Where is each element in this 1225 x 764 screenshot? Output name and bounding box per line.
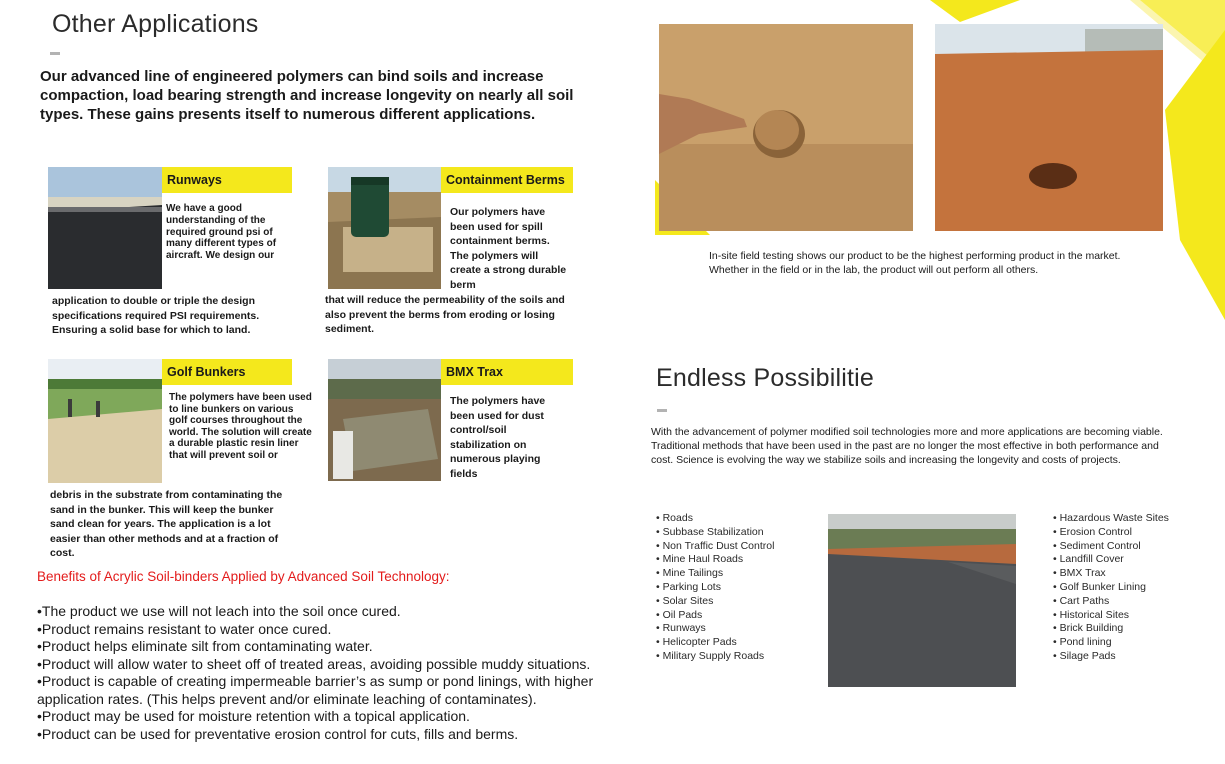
golf-text-side: The polymers have been used to line bunkers on various golf courses throughout the world. The solution will create a durable plastic resin liner that will prevent soil or xyxy=(169,392,312,461)
runways-text-below: application to double or triple the design specifications required PSI requirements. Ensuring a solid base for which to land. xyxy=(52,295,260,336)
list-item: • Historical Sites xyxy=(1053,609,1223,623)
benefit-item: •Product may be used for moisture retention with a topical application. xyxy=(37,708,470,724)
list-item: • BMX Trax xyxy=(1053,567,1223,581)
bmx-label: BMX Trax xyxy=(441,359,573,385)
list-item: • Silage Pads xyxy=(1053,650,1223,664)
endless-underline xyxy=(657,409,667,412)
list-item: • Runways xyxy=(656,622,816,636)
list-item: • Oil Pads xyxy=(656,609,816,623)
list-item: • Solar Sites xyxy=(656,595,816,609)
bmx-photo xyxy=(328,359,441,481)
benefit-item: •Product remains resistant to water once cured. xyxy=(37,620,332,637)
list-item: • Military Supply Roads xyxy=(656,650,816,664)
list-item: • Golf Bunker Lining xyxy=(1053,581,1223,595)
runways-label: Runways xyxy=(162,167,292,193)
benefit-item: •The product we use will not leach into the soil once cured. xyxy=(37,603,401,619)
runways-text-side: We have a good understanding of the required ground psi of many different types of aircraft. We design our xyxy=(166,203,277,262)
field-test-photo-2 xyxy=(935,24,1163,231)
applications-list-left xyxy=(656,512,816,664)
runway-photo xyxy=(48,167,162,289)
road-photo xyxy=(828,514,1016,687)
intro-paragraph: Our advanced line of engineered polymers can bind soils and increase compaction, load bearing strength and increase longevity on nearly all soil types. These gains presents itself to numerous different applications. xyxy=(40,68,574,123)
benefits-title: Benefits of Acrylic Soil-binders Applied by Advanced Soil Technology: xyxy=(37,569,450,584)
benefit-item: •Product can be used for preventative erosion control for cuts, fills and berms. xyxy=(37,725,519,742)
benefit-item: •Product is capable of creating impermeable barrier’s as sump or pond linings, with higher application rates. (This helps prevent and/or eliminate leaching of contaminates). xyxy=(37,673,594,707)
benefit-item: •Product helps eliminate silt from contaminating water. xyxy=(37,638,373,654)
field-test-photo-1 xyxy=(659,24,913,231)
field-test-caption: In-site field testing shows our product to be the highest performing product in the market. Whether in the field or in the lab, the product will out perform all others. xyxy=(709,250,1121,276)
title-underline xyxy=(50,52,60,55)
list-item: • Sediment Control xyxy=(1053,540,1223,554)
benefit-item: •Product will allow water to sheet off of treated areas, avoiding possible muddy situations. xyxy=(37,655,591,672)
list-item: • Landfill Cover xyxy=(1053,553,1223,567)
applications-list-right xyxy=(1053,512,1223,664)
list-item: • Subbase Stabilization xyxy=(656,526,816,540)
list-item: • Cart Paths xyxy=(1053,595,1223,609)
list-item: • Roads xyxy=(656,512,816,526)
berms-text-below: that will reduce the permeability of the soils and also prevent the berms from eroding or losing sediment. xyxy=(325,294,565,335)
page-title: Other Applications xyxy=(52,10,259,38)
list-item: • Hazardous Waste Sites xyxy=(1053,512,1223,526)
golf-text-below: debris in the substrate from contaminating the sand in the bunker. This will keep the bunker sand clean for years. The application is a lot easier than other methods and at a fraction of cost. xyxy=(50,489,283,559)
list-item: • Parking Lots xyxy=(656,581,816,595)
list-item: • Mine Tailings xyxy=(656,567,816,581)
bmx-text-side: The polymers have been used for dust control/soil stabilization on numerous playing fields xyxy=(450,395,546,480)
endless-title: Endless Possibilitie xyxy=(656,364,874,392)
list-item: • Mine Haul Roads xyxy=(656,553,816,567)
berms-text-side: Our polymers have been used for spill containment berms. The polymers will create a strong durable berm xyxy=(450,206,567,291)
list-item: • Helicopter Pads xyxy=(656,636,816,650)
list-item: • Brick Building xyxy=(1053,622,1223,636)
berms-label: Containment Berms xyxy=(441,167,573,193)
list-item: • Pond lining xyxy=(1053,636,1223,650)
benefits-list xyxy=(37,603,637,743)
list-item: • Erosion Control xyxy=(1053,526,1223,540)
golf-label: Golf Bunkers xyxy=(162,359,292,385)
list-item: • Non Traffic Dust Control xyxy=(656,540,816,554)
golf-photo xyxy=(48,359,162,483)
berm-photo xyxy=(328,167,441,289)
endless-paragraph: With the advancement of polymer modified soil technologies more and more applications are becoming viable. Traditional methods that have been used in the past are no longer the most effective in both performance and cost. Science is evolving the way we stabilize soils and increasing the longevity and costs of projects. xyxy=(651,426,1163,466)
